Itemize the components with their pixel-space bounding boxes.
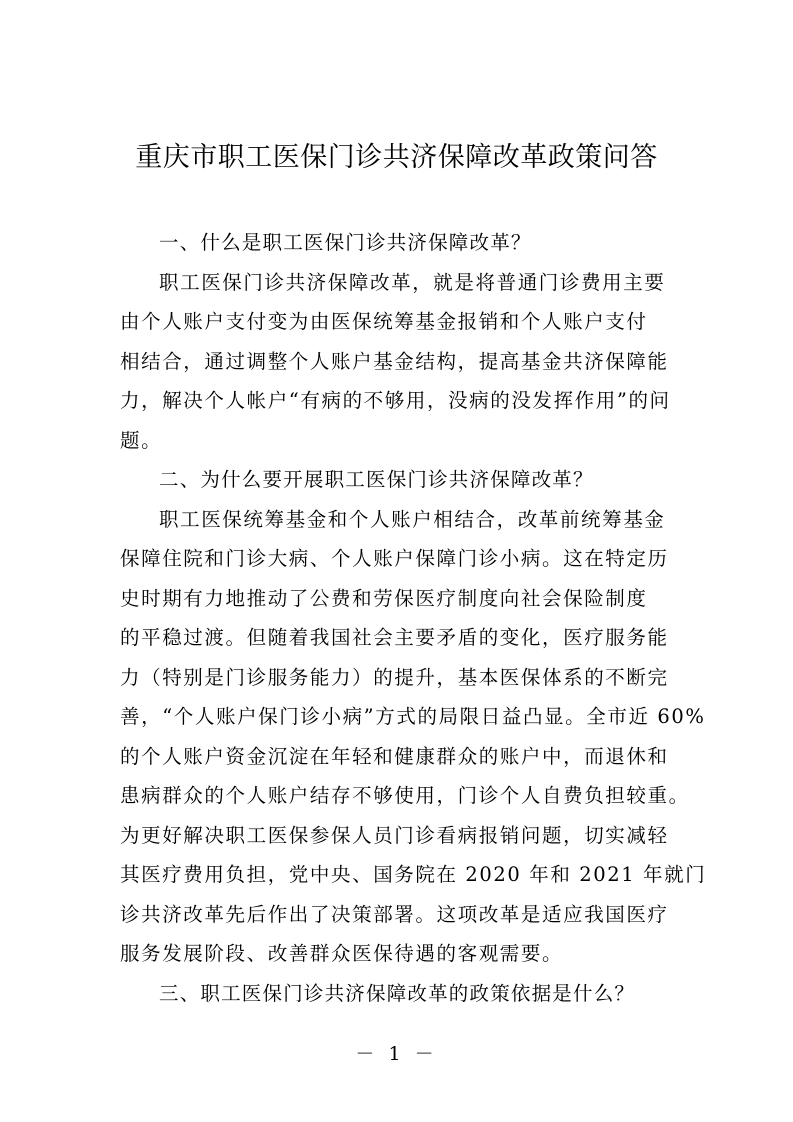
answer-2 <box>120 500 707 974</box>
answer-line: 题。 <box>120 428 163 452</box>
question-3: 三、职工医保门诊共济保障改革的政策依据是什么？ <box>159 981 636 1005</box>
answer-line: 诊共济改革先后作出了决策部署。这项改革是适应我国医疗 <box>120 902 669 926</box>
answer-line: 善，“个人账户保门诊小病”方式的局限日益凸显。全市近 60% <box>120 705 706 728</box>
answer-line: 的个人账户资金沉淀在年轻和健康群众的账户中，而退休和 <box>120 744 669 768</box>
answer-line: 相结合，通过调整个人账户基金结构，提高基金共济保障能 <box>120 349 669 373</box>
answer-line: 患病群众的个人账户结存不够使用，门诊个人自费负担较重。 <box>120 784 690 807</box>
answer-line: 的平稳过渡。但随着我国社会主要矛盾的变化，医疗服务能 <box>120 626 669 649</box>
answer-line: 保障住院和门诊大病、个人账户保障门诊小病。这在特定历 <box>120 547 669 570</box>
answer-line: 史时期有力地推动了公费和劳保医疗制度向社会保险制度 <box>120 586 648 610</box>
question-1: 一、什么是职工医保门诊共济保障改革？ <box>159 231 532 254</box>
page-title: 重庆市职工医保门诊共济保障改革政策问答 <box>135 142 658 173</box>
answer-line: 由个人账户支付变为由医保统筹基金报销和个人账户支付 <box>120 310 648 333</box>
answer-line: 其医疗费用负担，党中央、国务院在 2020 年和 2021 年就门 <box>120 863 707 886</box>
page-number: － 1 － <box>355 1043 438 1065</box>
answer-line: 力（特别是门诊服务能力）的提升，基本医保体系的不断完 <box>120 665 669 689</box>
answer-line: 职工医保门诊共济保障改革，就是将普通门诊费用主要 <box>159 270 666 294</box>
document-body <box>120 223 707 1013</box>
answer-1 <box>120 263 675 461</box>
question-2: 二、为什么要开展职工医保门诊共济保障改革？ <box>159 468 594 491</box>
answer-line: 服务发展阶段、改善群众医保待遇的客观需要。 <box>120 942 564 965</box>
answer-line: 为更好解决职工医保参保人员门诊看病报销问题，切实减轻 <box>120 823 669 847</box>
answer-line: 职工医保统筹基金和个人账户相结合，改革前统筹基金 <box>159 507 666 531</box>
answer-line: 力，解决个人帐户“有病的不够用，没病的没发挥作用”的问 <box>120 389 671 412</box>
